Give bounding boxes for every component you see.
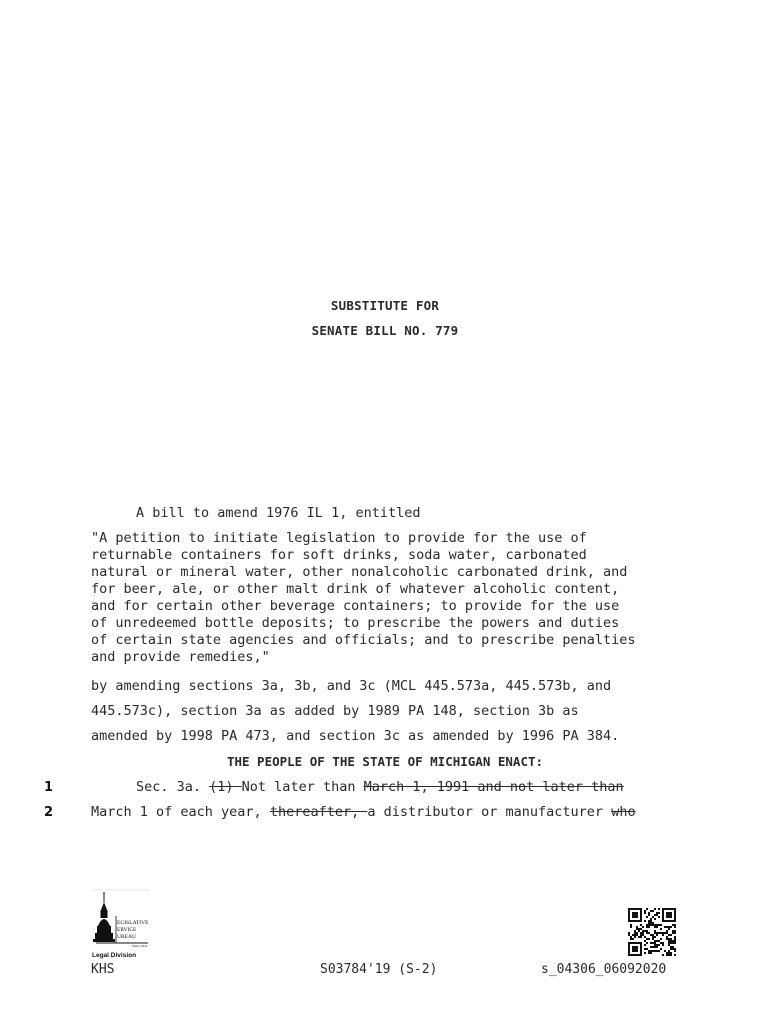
line-text-segment: Not later than (241, 779, 364, 795)
capitol-dome-icon (90, 888, 152, 960)
svg-text:UREAU: UREAU (117, 934, 136, 940)
svg-text:ERVICE: ERVICE (117, 927, 137, 933)
amending-clause-line-1: by amending sections 3a, 3b, and 3c (MCL 445.573a, 445.573b, and (91, 678, 612, 694)
footer-file-id: s_04306_06092020 (541, 962, 667, 977)
stricken-text: who (611, 804, 636, 820)
stricken-text: thereafter, (269, 804, 368, 820)
stricken-text: (1) (209, 779, 242, 795)
line-text-segment: March 1 of each year, (91, 804, 270, 820)
line-number: 1 (44, 780, 54, 795)
line-text-segment: a distributor or manufacturer (367, 804, 612, 820)
stricken-text: March 1, 1991 and not later than (363, 779, 624, 795)
bill-heading-substitute: SUBSTITUTE FOR (330, 298, 440, 313)
enacting-clause: THE PEOPLE OF THE STATE OF MICHIGAN ENACT: (226, 754, 544, 769)
bill-text-line (91, 804, 636, 820)
qr-code (628, 908, 676, 956)
amending-clause-line-3: amended by 1998 PA 473, and section 3c as amended by 1996 PA 384. (91, 728, 620, 744)
amending-clause-line-2: 445.573c), section 3a as added by 1989 PA 148, section 3b as (91, 703, 579, 719)
svg-text:EGISLATIVE: EGISLATIVE (117, 920, 149, 926)
bill-intro: A bill to amend 1976 IL 1, entitled (136, 505, 421, 521)
footer-document-id: S03784'19 (S-2) (320, 962, 438, 977)
act-title: "A petition to initiate legislation to provide for the use of returnable containers for soft drinks, soda water, carbonated natural or mineral water, other nonalcoholic carbonated drink, and for beer, ale, or other malt drink of whatever alcoholic content, and for certain other beverage containers; to provide for the use of unredeemed bottle deposits; to prescribe the powers and duties of certain state agencies and officials; and to prescribe penalties and provide remedies," (91, 530, 636, 665)
bill-heading-number: SENATE BILL NO. 779 (311, 323, 459, 338)
bill-text-line (136, 779, 624, 795)
legislative-service-bureau-logo (90, 888, 152, 960)
footer-drafter-initials: KHS (91, 962, 115, 977)
line-text-segment: Sec. 3a. (136, 779, 210, 795)
svg-text:Since 1941: Since 1941 (132, 944, 148, 948)
line-number: 2 (44, 805, 54, 820)
svg-text:Legal Division: Legal Division (92, 952, 137, 959)
